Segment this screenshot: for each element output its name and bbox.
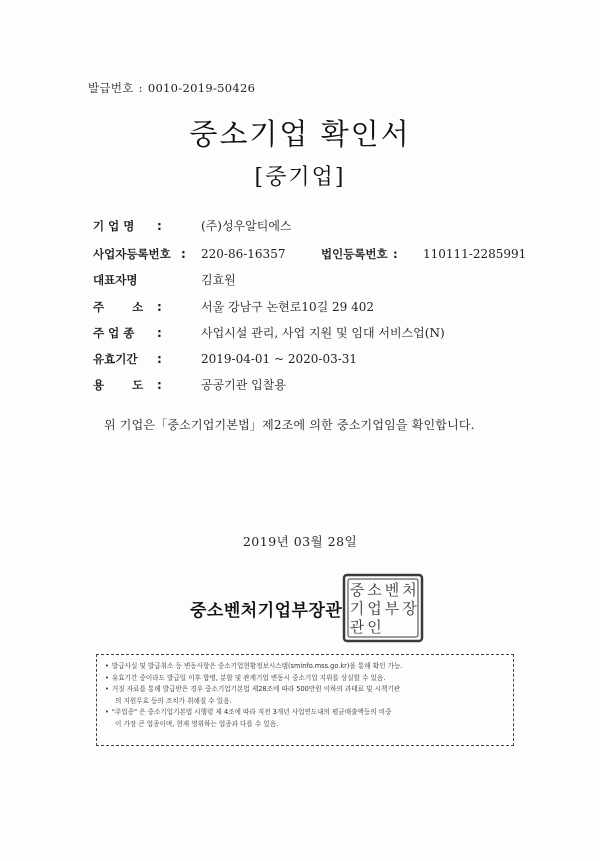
issue-number-label: 발급번호 xyxy=(88,81,134,95)
seal-character: 소 xyxy=(367,581,382,599)
company-label: 기 업 명 xyxy=(93,219,135,233)
validity-colon: : xyxy=(157,352,162,366)
note-text: 거짓 자료를 통해 발급받은 경우 중소기업기본법 제28조에 따라 500만원 이하의 과태료 및 시책기관 xyxy=(111,685,401,693)
document-title: 중소기업 확인서 xyxy=(189,117,411,151)
note-bullet: • xyxy=(105,673,109,682)
ceo-label: 대표자명 xyxy=(93,273,138,287)
company-value: (주)성우알티에스 xyxy=(201,219,292,233)
business-type-colon: : xyxy=(157,326,162,340)
confirmation-statement: 위 기업은「중소기업기본법」제2조에 의한 중소기업임을 확인합니다. xyxy=(104,418,475,432)
note-item xyxy=(105,719,505,731)
address-value: 서울 강남구 논현로10길 29 402 xyxy=(201,300,375,314)
purpose-label: 용 도 xyxy=(93,378,156,392)
issuer-name: 중소벤처기업부장관 xyxy=(190,601,343,621)
company-colon: : xyxy=(157,219,162,233)
business-reg-value: 220-86-16357 xyxy=(201,247,286,261)
issue-number-separator: : xyxy=(138,81,143,95)
seal-character: 중 xyxy=(349,581,365,599)
note-bullet: • xyxy=(105,662,109,670)
ceo-value: 김효원 xyxy=(201,273,236,287)
note-item xyxy=(105,661,505,673)
seal-character: 처 xyxy=(402,581,417,599)
seal-character: 관 xyxy=(349,618,365,636)
business-reg-colon: : xyxy=(181,247,186,261)
issue-number-value: 0010-2019-50426 xyxy=(147,81,256,95)
note-text: 발급사실 및 발급취소 등 변동사항은 중소기업현황정보시스템(sminfo.mss.go.kr)을 통해 확인 가능. xyxy=(111,662,403,670)
address-label: 주 소 xyxy=(93,300,156,314)
purpose-colon: : xyxy=(157,378,162,392)
note-text: 유효기간 중이라도 발급일 이후 합병, 분할 및 관계기업 변동시 중소기업 지위를 상실할 수 있음. xyxy=(111,673,386,682)
seal-characters xyxy=(350,581,418,636)
business-type-label: 주 업 종 xyxy=(93,326,135,340)
notes-box xyxy=(96,654,514,746)
issue-date: 2019년 03월 28일 xyxy=(242,534,358,549)
address-colon: : xyxy=(157,300,162,314)
seal-character: 부 xyxy=(384,599,400,618)
purpose-value: 공공기관 입찰용 xyxy=(201,378,286,392)
seal-character: 벤 xyxy=(384,581,400,599)
seal-character: 업 xyxy=(367,599,382,618)
note-item xyxy=(105,673,505,685)
validity-value: 2019-04-01 ~ 2020-03-31 xyxy=(201,352,358,366)
seal-character: 기 xyxy=(349,599,365,618)
official-seal-stamp xyxy=(342,573,424,643)
corp-reg-label: 법인등록번호 xyxy=(321,247,388,261)
note-text: 의 지원무효 등의 조치가 취해질 수 있음. xyxy=(115,696,232,705)
seal-character: 장 xyxy=(402,599,417,618)
note-bullet: • xyxy=(105,708,109,716)
validity-label: 유효기간 xyxy=(93,352,138,366)
note-item xyxy=(105,684,505,696)
notes-list xyxy=(105,661,505,730)
document-subtitle: [중기업] xyxy=(254,165,346,190)
note-item xyxy=(105,696,505,708)
corp-reg-colon: : xyxy=(393,247,398,261)
note-text: 이 가장 큰 업종이며, 현재 영위하는 업종과 다를 수 있음. xyxy=(115,719,279,728)
issue-number-line xyxy=(88,80,255,96)
seal-character: 인 xyxy=(367,618,382,636)
business-reg-label: 사업자등록번호 xyxy=(93,247,171,261)
note-text: "주업종" 은 중소기업기본법 시행령 제 4조에 따라 직전 3개년 사업연도내의 평균매출액등의 비중 xyxy=(111,708,392,716)
note-item xyxy=(105,707,505,719)
corp-reg-value: 110111-2285991 xyxy=(423,247,527,261)
business-type-value: 사업시설 관리, 사업 지원 및 임대 서비스업(N) xyxy=(201,326,445,340)
note-bullet: • xyxy=(105,685,109,693)
